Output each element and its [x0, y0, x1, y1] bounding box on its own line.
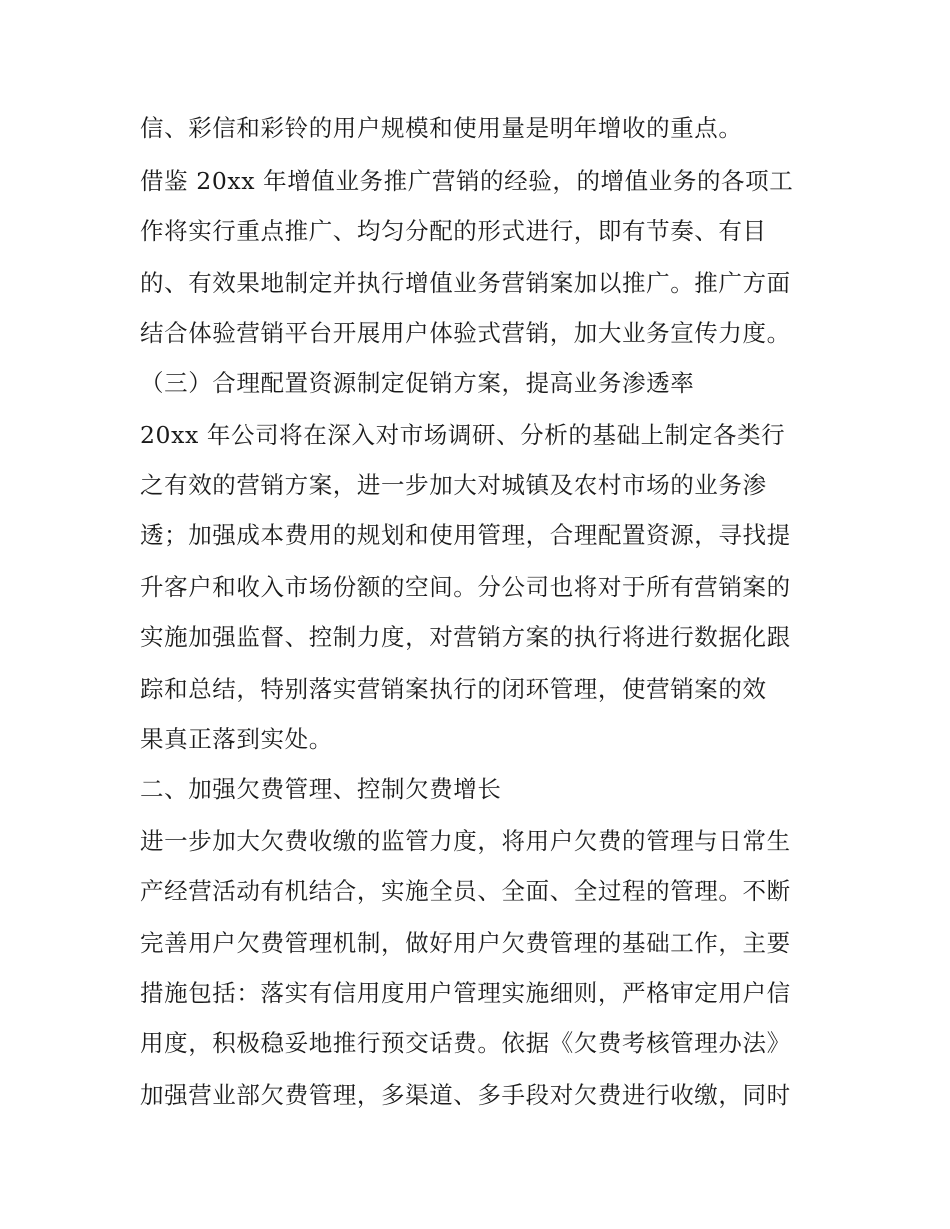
section-heading: （三）合理配置资源制定促销方案，提高业务渗透率 [140, 369, 695, 397]
text-line: 完善用户欠费管理机制，做好用户欠费管理的基础工作，主要 [140, 929, 791, 957]
text-line: 作将实行重点推广、均匀分配的形式进行，即有节奏、有目 [140, 217, 767, 245]
text-line: 结合体验营销平台开展用户体验式营销，加大业务宣传力度。 [140, 319, 791, 347]
section-heading: 二、加强欠费管理、控制欠费增长 [140, 775, 502, 803]
text-line: 透；加强成本费用的规划和使用管理，合理配置资源，寻找提 [140, 521, 791, 549]
text-line: 果真正落到实处。 [140, 725, 333, 753]
text-line: 借鉴 20xx 年增值业务推广营销的经验，的增值业务的各项工 [140, 167, 794, 195]
text-line: 用度，积极稳妥地推行预交话费。依据《欠费考核管理办法》 [140, 1029, 791, 1057]
text-line: 升客户和收入市场份额的空间。分公司也将对于所有营销案的 [140, 573, 791, 601]
text-line: 的、有效果地制定并执行增值业务营销案加以推广。推广方面 [140, 269, 791, 297]
text-line: 产经营活动有机结合，实施全员、全面、全过程的管理。不断 [140, 877, 791, 905]
text-line: 加强营业部欠费管理，多渠道、多手段对欠费进行收缴，同时 [140, 1081, 791, 1109]
text-line: 措施包括：落实有信用度用户管理实施细则，严格审定用户信 [140, 979, 791, 1007]
text-line: 信、彩信和彩铃的用户规模和使用量是明年增收的重点。 [140, 114, 743, 142]
text-line: 实施加强监督、控制力度，对营销方案的执行将进行数据化跟 [140, 623, 791, 651]
text-line: 之有效的营销方案，进一步加大对城镇及农村市场的业务渗 [140, 471, 767, 499]
text-line: 20xx 年公司将在深入对市场调研、分析的基础上制定各类行 [140, 421, 786, 449]
text-line: 踪和总结，特别落实营销案执行的闭环管理，使营销案的效 [140, 675, 767, 703]
text-line: 进一步加大欠费收缴的监管力度，将用户欠费的管理与日常生 [140, 827, 791, 855]
